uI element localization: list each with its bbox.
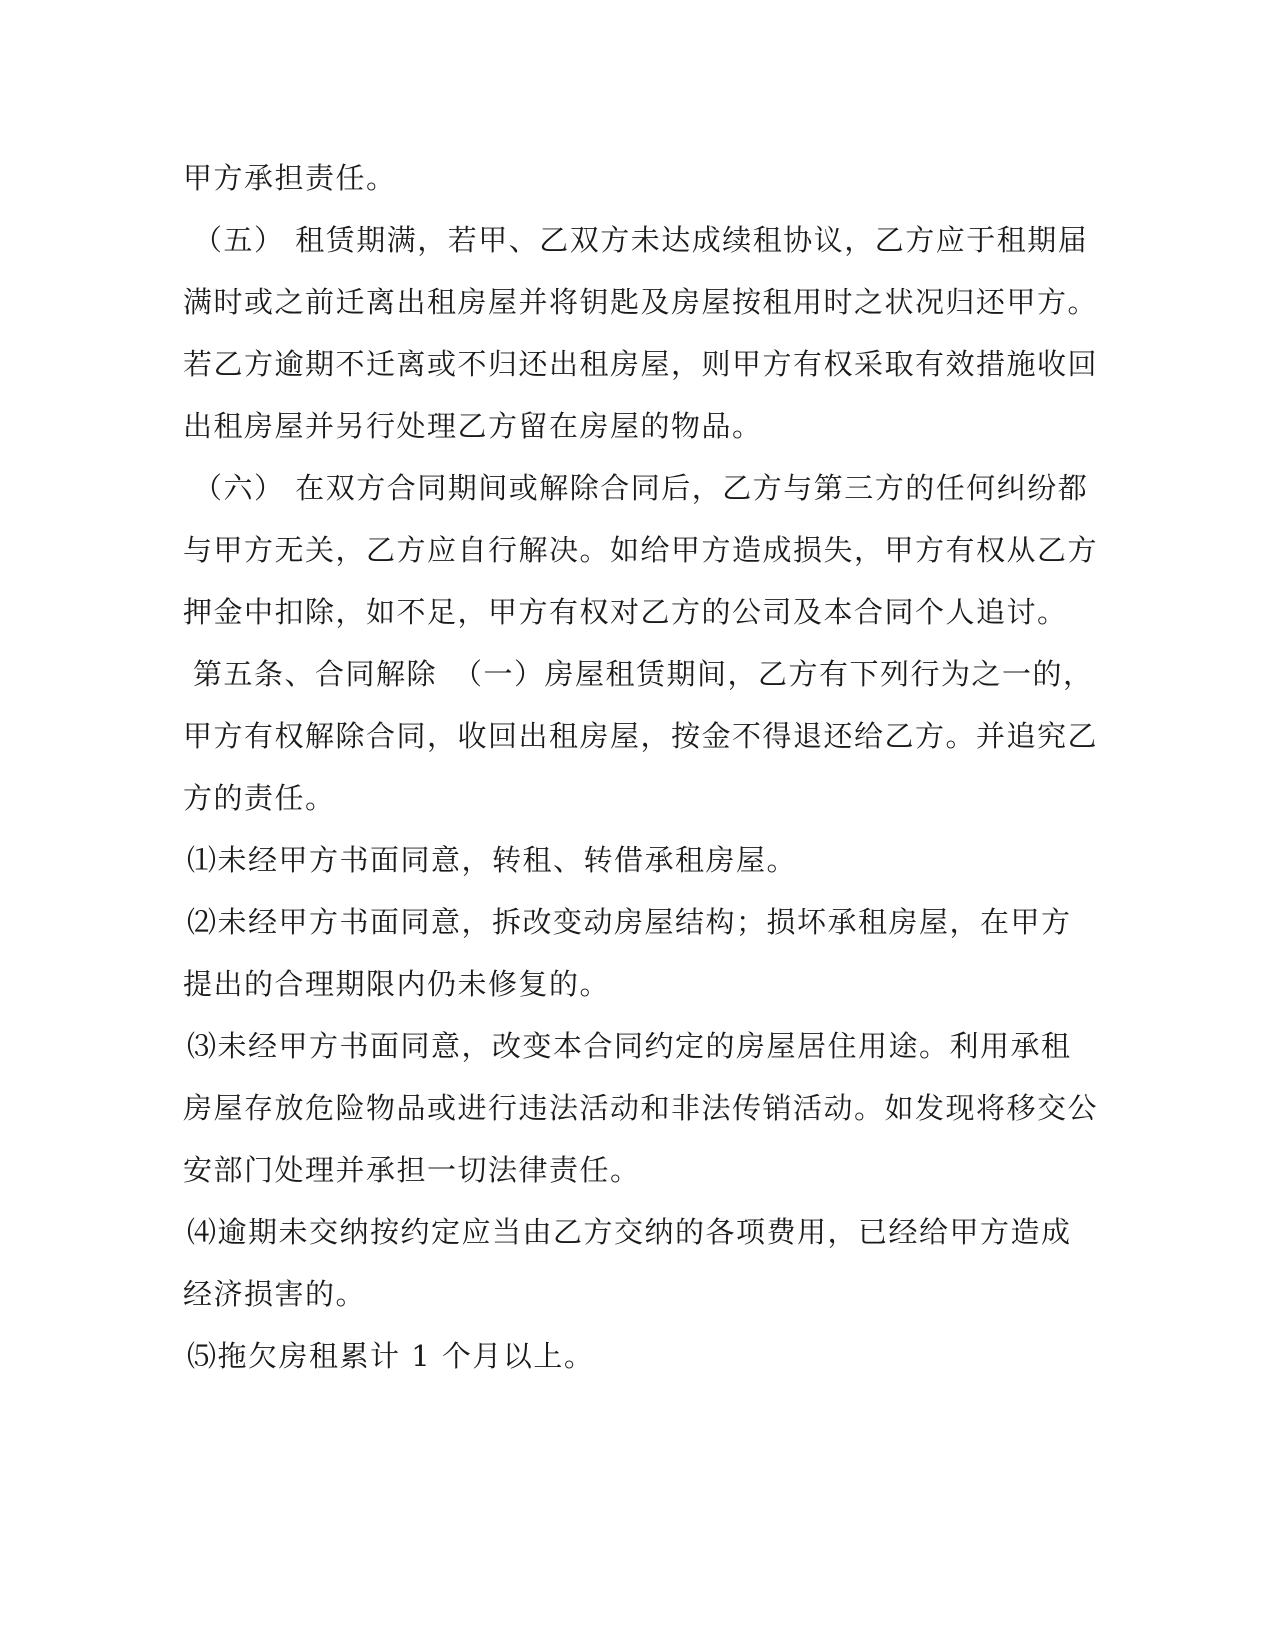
text-line: 押金中扣除，如不足，甲方有权对乙方的公司及本合同个人追讨。 xyxy=(183,595,1068,629)
text-line: 甲方有权解除合同，收回出租房屋，按金不得退还给乙方。并追究乙 xyxy=(183,719,1099,753)
text-line: 提出的合理期限内仍未修复的。 xyxy=(183,967,611,1001)
text-line: （六） 在双方合同期间或解除合同后，乙方与第三方的任何纠纷都 xyxy=(193,471,1089,505)
text-line: 若乙方逾期不迁离或不归还出租房屋，则甲方有权采取有效措施收回 xyxy=(183,347,1099,381)
list-item-line: ⑷逾期未交纳按约定应当由乙方交纳的各项费用，已经给甲方造成 xyxy=(187,1215,1072,1249)
text-line: 出租房屋并另行处理乙方留在房屋的物品。 xyxy=(183,409,763,443)
text-line: 安部门处理并承担一切法律责任。 xyxy=(183,1153,641,1187)
text-line: （五） 租赁期满，若甲、乙双方未达成续租协议，乙方应于租期届 xyxy=(193,223,1089,257)
section-heading-line: 第五条、合同解除 （一）房屋租赁期间，乙方有下列行为之一的， xyxy=(193,657,1094,691)
list-item-line: ⑵未经甲方书面同意，拆改变动房屋结构；损坏承租房屋，在甲方 xyxy=(187,905,1072,939)
list-item-line: ⑶未经甲方书面同意，改变本合同约定的房屋居住用途。利用承租 xyxy=(187,1029,1072,1063)
text-line: 与甲方无关，乙方应自行解决。如给甲方造成损失，甲方有权从乙方 xyxy=(183,533,1099,567)
text-line: 甲方承担责任。 xyxy=(183,161,397,195)
text-line: 房屋存放危险物品或进行违法活动和非法传销活动。如发现将移交公 xyxy=(183,1091,1099,1125)
list-item-line: ⑴未经甲方书面同意，转租、转借承租房屋。 xyxy=(187,843,798,877)
list-item-line: ⑸拖欠房租累计 1 个月以上。 xyxy=(187,1339,595,1373)
text-line: 经济损害的。 xyxy=(183,1277,367,1311)
text-line: 满时或之前迁离出租房屋并将钥匙及房屋按租用时之状况归还甲方。 xyxy=(183,285,1099,319)
text-line: 方的责任。 xyxy=(183,781,336,815)
